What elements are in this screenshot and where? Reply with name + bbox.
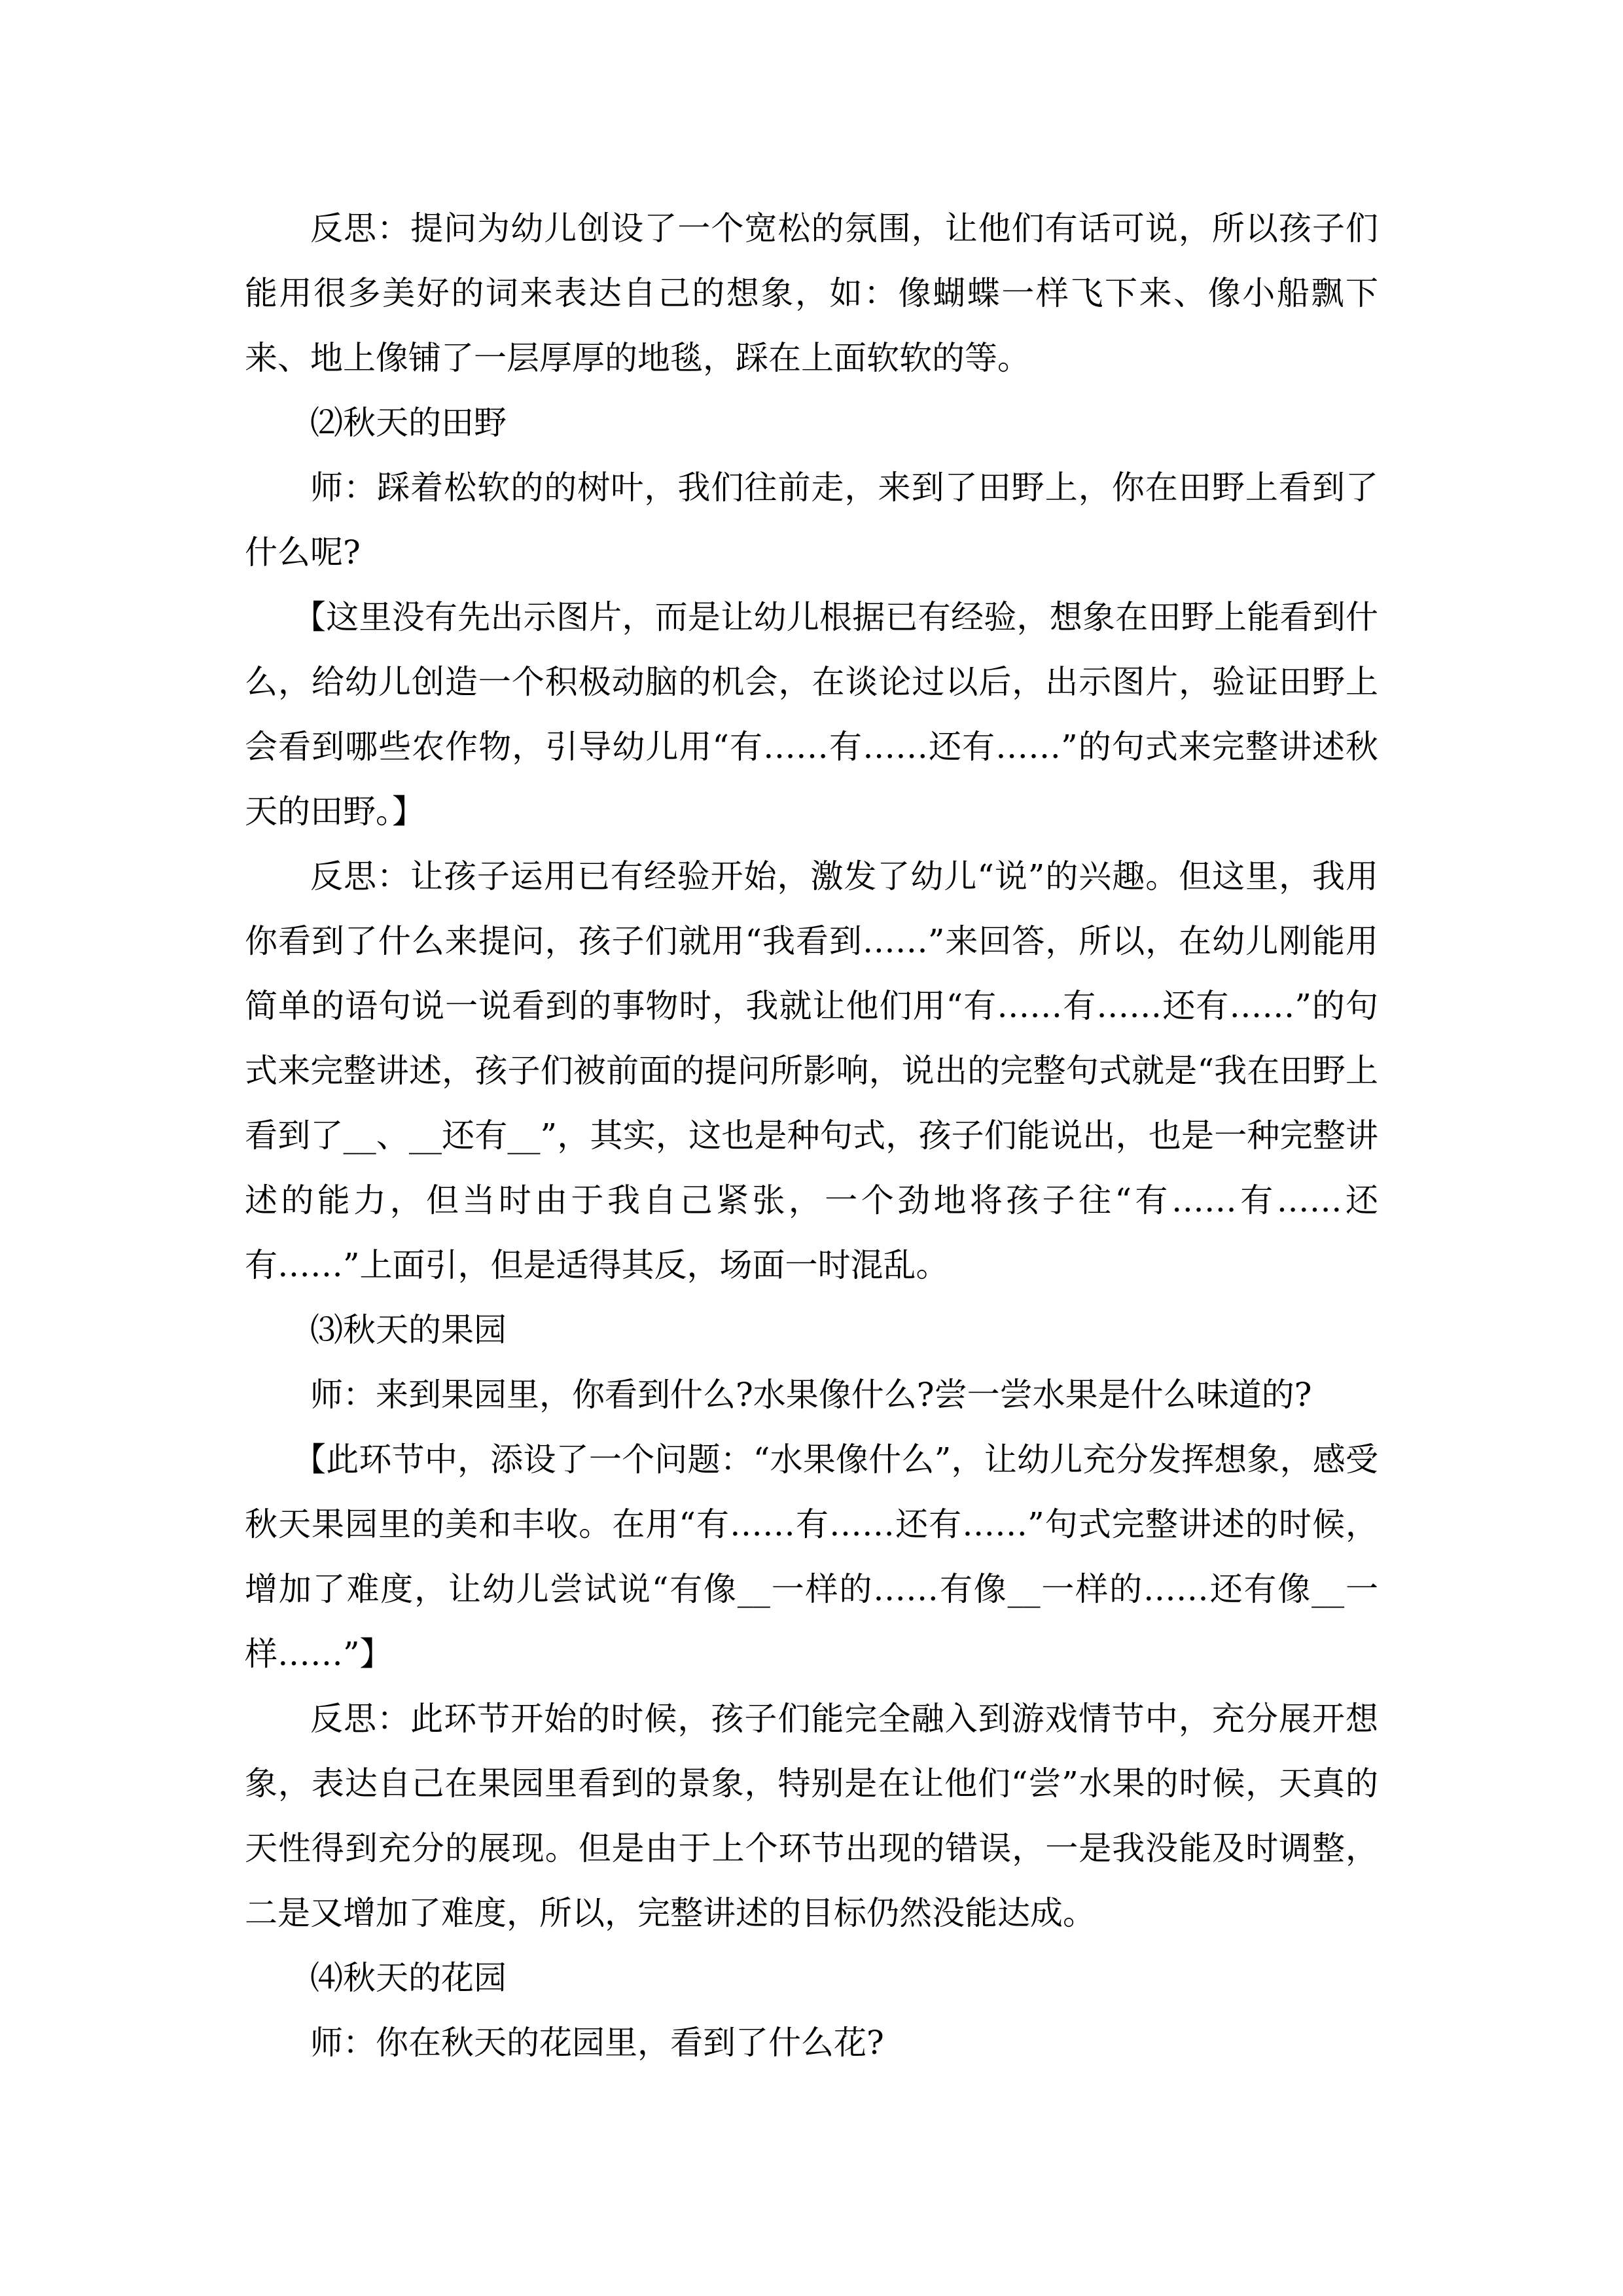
teacher-question: 师：你在秋天的花园里，看到了什么花? (310, 2024, 884, 2062)
design-note-paragraph: 【这里没有先出示图片，而是让幼儿根据已有经验，想象在田野上能看到什么，给幼儿创造一个积极动脑的机会，在谈论过以后，出示图片，验证田野上会看到哪些农作物，引导幼儿用“有……有……还有……”的句式来完整讲述秋天的田野。】 (245, 598, 1378, 831)
teacher-question: 师：来到果园里，你看到什么?水果像什么?尝一尝水果是什么味道的? (310, 1376, 1312, 1414)
section-heading-orchard: ⑶秋天的果园 (310, 1311, 507, 1349)
reflection-paragraph: 反思：让孩子运用已有经验开始，激发了幼儿“说”的兴趣。但这里，我用你看到了什么来提问，孩子们就用“我看到……”来回答，所以，在幼儿刚能用简单的语句说一说看到的事物时，我就让他们用“有……有……还有……”的句式来完整讲述，孩子们被前面的提问所影响，说出的完整句式就是“我在田野上看到了__、__还有__”，其实，这也是种句式，孩子们能说出，也是一种完整讲述的能力，但当时由于我自己紧张，一个劲地将孩子往“有……有……还有……”上面引，但是适得其反，场面一时混乱。 (245, 857, 1378, 1284)
reflection-paragraph: 反思：此环节开始的时候，孩子们能完全融入到游戏情节中，充分展开想象，表达自己在果园里看到的景象，特别是在让他们“尝”水果的时候，天真的天性得到充分的展现。但是由于上个环节出现的错误，一是我没能及时调整，二是又增加了难度，所以，完整讲述的目标仍然没能达成。 (245, 1700, 1378, 1932)
design-note-paragraph: 【此环节中，添设了一个问题：“水果像什么”，让幼儿充分发挥想象，感受秋天果园里的美和丰收。在用“有……有……还有……”句式完整讲述的时候，增加了难度，让幼儿尝试说“有像__一样的……有像__一样的……还有像__一样……”】 (245, 1441, 1378, 1673)
section-heading-garden: ⑷秋天的花园 (310, 1959, 507, 1997)
document-body (245, 196, 1378, 2075)
reflection-paragraph: 反思：提问为幼儿创设了一个宽松的氛围，让他们有话可说，所以孩子们能用很多美好的词来表达自己的想象，如：像蝴蝶一样飞下来、像小船飘下来、地上像铺了一层厚厚的地毯，踩在上面软软的等。 (245, 209, 1378, 377)
section-heading-field: ⑵秋天的田野 (310, 404, 507, 442)
teacher-question: 师：踩着松软的的树叶，我们往前走，来到了田野上，你在田野上看到了什么呢? (245, 469, 1378, 571)
